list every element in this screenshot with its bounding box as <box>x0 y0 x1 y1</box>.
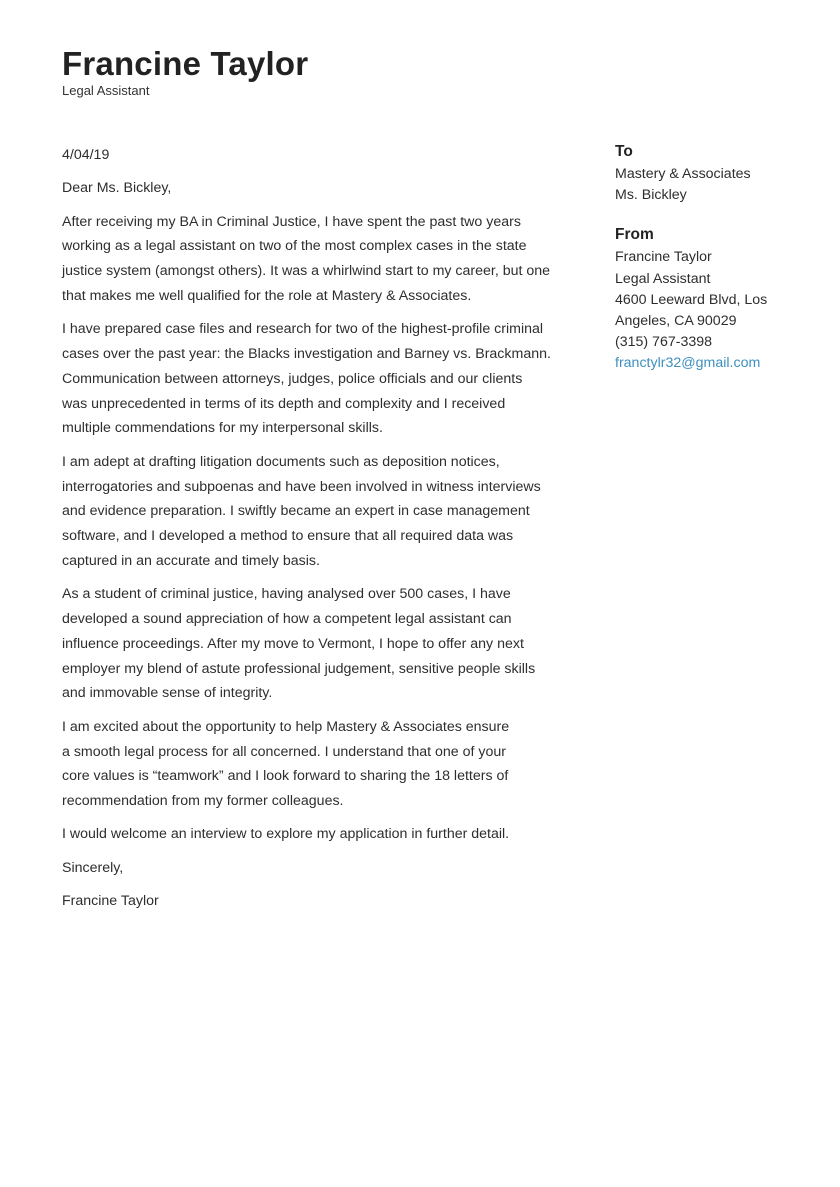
sender-block <box>615 224 815 374</box>
text-line: core values is “teamwork” and I look forward to sharing the 18 letters of <box>62 768 509 785</box>
paragraph-4 <box>62 582 562 706</box>
text-line: developed a sound appreciation of how a competent legal assistant can <box>62 611 512 628</box>
text-line: working as a legal assistant on two of the most complex cases in the state <box>62 238 527 255</box>
text-line: justice system (amongst others). It was a whirlwind start to my career, but one <box>62 263 551 280</box>
text-line: As a student of criminal justice, having analysed over 500 cases, I have <box>62 586 511 603</box>
sender-phone: (315) 767-3398 <box>615 334 713 351</box>
sender-name: Francine Taylor <box>615 249 712 266</box>
paragraph-6 <box>62 822 562 847</box>
sender-address-line-2: Angeles, CA 90029 <box>615 313 737 330</box>
text-line: interrogatories and subpoenas and have been involved in witness interviews <box>62 478 541 495</box>
applicant-name: Francine Taylor <box>62 45 309 82</box>
letter-date: 4/04/19 <box>62 147 110 163</box>
paragraph-2 <box>62 317 562 441</box>
letter-signature: Francine Taylor <box>62 893 159 910</box>
recipient-block <box>615 141 815 206</box>
text-line: influence proceedings. After my move to Vermont, I hope to offer any next <box>62 635 524 652</box>
text-line: I am adept at drafting litigation documents such as deposition notices, <box>62 453 500 470</box>
text-line: software, and I developed a method to ensure that all required data was <box>62 528 514 545</box>
recipient-name: Ms. Bickley <box>615 187 687 204</box>
text-line: that makes me well qualified for the role at Mastery & Associates. <box>62 287 472 304</box>
text-line: a smooth legal process for all concerned. I understand that one of your <box>62 743 507 760</box>
paragraph-3 <box>62 450 562 574</box>
sender-email-link[interactable]: franctylr32@gmail.com <box>615 355 761 372</box>
from-heading: From <box>615 226 654 244</box>
text-line: I have prepared case files and research for two of the highest-profile criminal <box>62 321 544 338</box>
letter-closing: Sincerely, <box>62 859 124 876</box>
sender-address-line-1: 4600 Leeward Blvd, Los <box>615 291 768 308</box>
sender-title: Legal Assistant <box>615 270 711 287</box>
recipient-company: Mastery & Associates <box>615 166 751 182</box>
text-line: was unprecedented in terms of its depth and complexity and I received <box>62 395 506 412</box>
text-line: Communication between attorneys, judges, police officials and our clients <box>62 370 523 387</box>
letter-body <box>62 143 562 922</box>
text-line: employer my blend of astute professional judgement, sensitive people skills <box>62 660 536 677</box>
text-line: and evidence preparation. I swiftly became an expert in case management <box>62 503 530 520</box>
paragraph-1 <box>62 210 562 309</box>
paragraph-5 <box>62 715 562 814</box>
text-line: I would welcome an interview to explore my application in further detail. <box>62 826 510 843</box>
text-line: recommendation from my former colleagues. <box>62 793 344 810</box>
text-line: and immovable sense of integrity. <box>62 685 273 702</box>
letter-salutation: Dear Ms. Bickley, <box>62 180 172 197</box>
text-line: multiple commendations for my interpersonal skills. <box>62 420 383 437</box>
to-heading: To <box>615 143 633 160</box>
text-line: cases over the past year: the Blacks investigation and Barney vs. Brackmann. <box>62 346 551 363</box>
text-line: I am excited about the opportunity to help Mastery & Associates ensure <box>62 718 510 735</box>
text-line: captured in an accurate and timely basis. <box>62 552 320 569</box>
applicant-title: Legal Assistant <box>62 83 150 98</box>
contact-sidebar <box>615 141 815 393</box>
text-line: After receiving my BA in Criminal Justice, I have spent the past two years <box>62 213 521 230</box>
